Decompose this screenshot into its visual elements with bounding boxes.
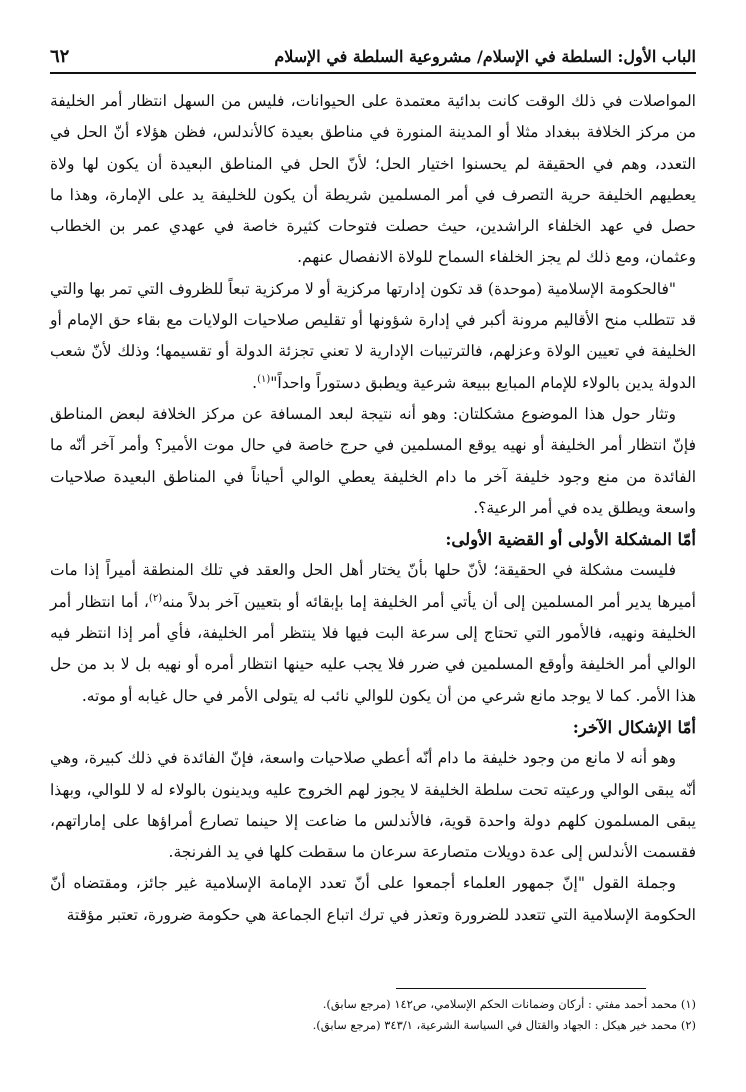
paragraph-text: فليست مشكلة في الحقيقة؛ لأنّ حلها بأنّ يختار أهل الحل والعقد في تلك المنطقة أميراً إذا مات أميرها يدير أمر المسلمين إلى أن يأتي أمر الخليفة إما بإبقائه أو بتعيين آخر بدلاً منه (50, 561, 696, 611)
footnotes (50, 994, 696, 1036)
footnote-marker[interactable]: (١) (257, 373, 271, 385)
section-heading (50, 712, 696, 743)
footnote-item: (١) محمد أحمد مفتي : أركان وضمانات الحكم الإسلامي، ص١٤٢ (مرجع سابق). (322, 997, 696, 1011)
footnote-divider (396, 988, 646, 989)
paragraph (50, 868, 696, 931)
footnote-item: (٢) محمد خير هيكل : الجهاد والقتال في السياسة الشرعية، ٣٤٣/١ (مرجع سابق). (312, 1018, 696, 1032)
paragraph-text: وجملة القول "إنّ جمهور العلماء أجمعوا على أنّ تعدد الإمامة الإسلامية غير جائز، ومقتضاه أنّ الحكومة الإسلامية التي تتعدد للضرورة وتعذر في ترك اتباع الجماعة هي حكومة ضرورة، تعتبر مؤقتة (50, 874, 696, 924)
paragraph-text-continued: ، أما انتظار أمر الخليفة ونهيه، فالأمور التي تحتاج إلى سرعة البت فيها فلا ينتظر أمر الخليفة، فأي أمر إذا انتظر فيه الوالي أمر الخليفة وأوقع المسلمين في ضرر فلا يجب عليه حينها انتظار أمره أو نهيه بل لا بد من حل هذا الأمر. كما لا يوجد مانع شرعي من أن يكون للوالي نائب له يتولى الأمر في حال غيابه أو موته. (50, 592, 696, 705)
paragraph-text: وهو أنه لا مانع من وجود خليفة ما دام أنّه أعطي صلاحيات واسعة، فإنّ الفائدة في ذلك كبيرة، وهي أنّه يبقى الوالي ورعيته تحت سلطة الخليفة لا يجوز لهم الخروج عليه ويدينون بالولاء له لا للوالي، وبهذا يبقى المسلمون كلهم دولة واحدة قوية، فالأندلس ما ضاعت إلا حينما تصارع أمراؤها على إماراتهم، فقسمت الأندلس إلى عدة دويلات متصارعة سرعان ما سقطت كلها في يد الفرنجة. (50, 749, 696, 862)
body-text (50, 86, 696, 931)
running-header (50, 40, 696, 74)
paragraph-text-continued: . (252, 373, 258, 392)
paragraph-text: أمّا المشكلة الأولى أو القضية الأولى: (445, 530, 696, 550)
paragraph (50, 743, 696, 868)
section-heading (50, 524, 696, 555)
paragraph-text: "فالحكومة الإسلامية (موحدة) قد تكون إدارتها مركزية أو لا مركزية تبعاً للظروف التي تمر بها والتي قد تتطلب منح الأقاليم مرونة أكبر في إدارة شؤونها أو تقليص صلاحيات الولايات مع بقاء حق الإمام أو الخليفة في تعيين الولاة وعزلهم، فالترتيبات الإدارية لا تعني تجزئة الدولة أو تقسيمها؛ وذلك لأنّ شعب الدولة يدين بالولاء للإمام المبايع ببيعة شرعية ويطبق دستوراً واحداً" (50, 279, 696, 392)
paragraph (50, 399, 696, 524)
footnote-marker[interactable]: (٢) (148, 592, 163, 604)
paragraph-text: أمّا الإشكال الآخر: (572, 717, 696, 737)
header-title: الباب الأول: السلطة في الإسلام/ مشروعية السلطة في الإسلام (274, 46, 696, 66)
page-number: ٦٢ (50, 45, 70, 67)
paragraph-text: المواصلات في ذلك الوقت كانت بدائية معتمدة على الحيوانات، فليس من السهل انتظار أمر الخليفة من مركز الخلافة ببغداد مثلا أو المدينة المنورة في مناطق بعيدة كالأندلس، فظن هؤلاء أنّ الحل في التعدد، وهم في الحقيقة لم يحسنوا اختيار الحل؛ لأنّ الحل في المناطق البعيدة أن يكون لها ولاة يعطيهم الخليفة حرية التصرف في أمر المسلمين شريطة أن يكون للخليفة يد على الإمارة، وهذا ما حصل في عهد الخلفاء الراشدين، حيث حصلت فتوحات كثيرة خاصة في عهدي عمر بن الخطاب وعثمان، ومع ذلك لم يجز الخلفاء السماح للولاة الانفصال عنهم. (50, 92, 696, 267)
paragraph (50, 86, 696, 274)
paragraph (50, 274, 696, 399)
paragraph (50, 555, 696, 711)
paragraph-text: وتثار حول هذا الموضوع مشكلتان: وهو أنه نتيجة لبعد المسافة عن مركز الخلافة لبعض المناطق فإنّ انتظار أمر الخليفة أو نهيه يوقع المسلمين في حرج خاصة في حال موت الأمير؟ وأمر آخر أنّه ما الفائدة من منع وجود خليفة آخر ما دام الخليفة يعطي الوالي أحياناً في المناطق البعيدة صلاحيات واسعة ويطلق يده في أمر الرعية؟. (50, 404, 696, 517)
